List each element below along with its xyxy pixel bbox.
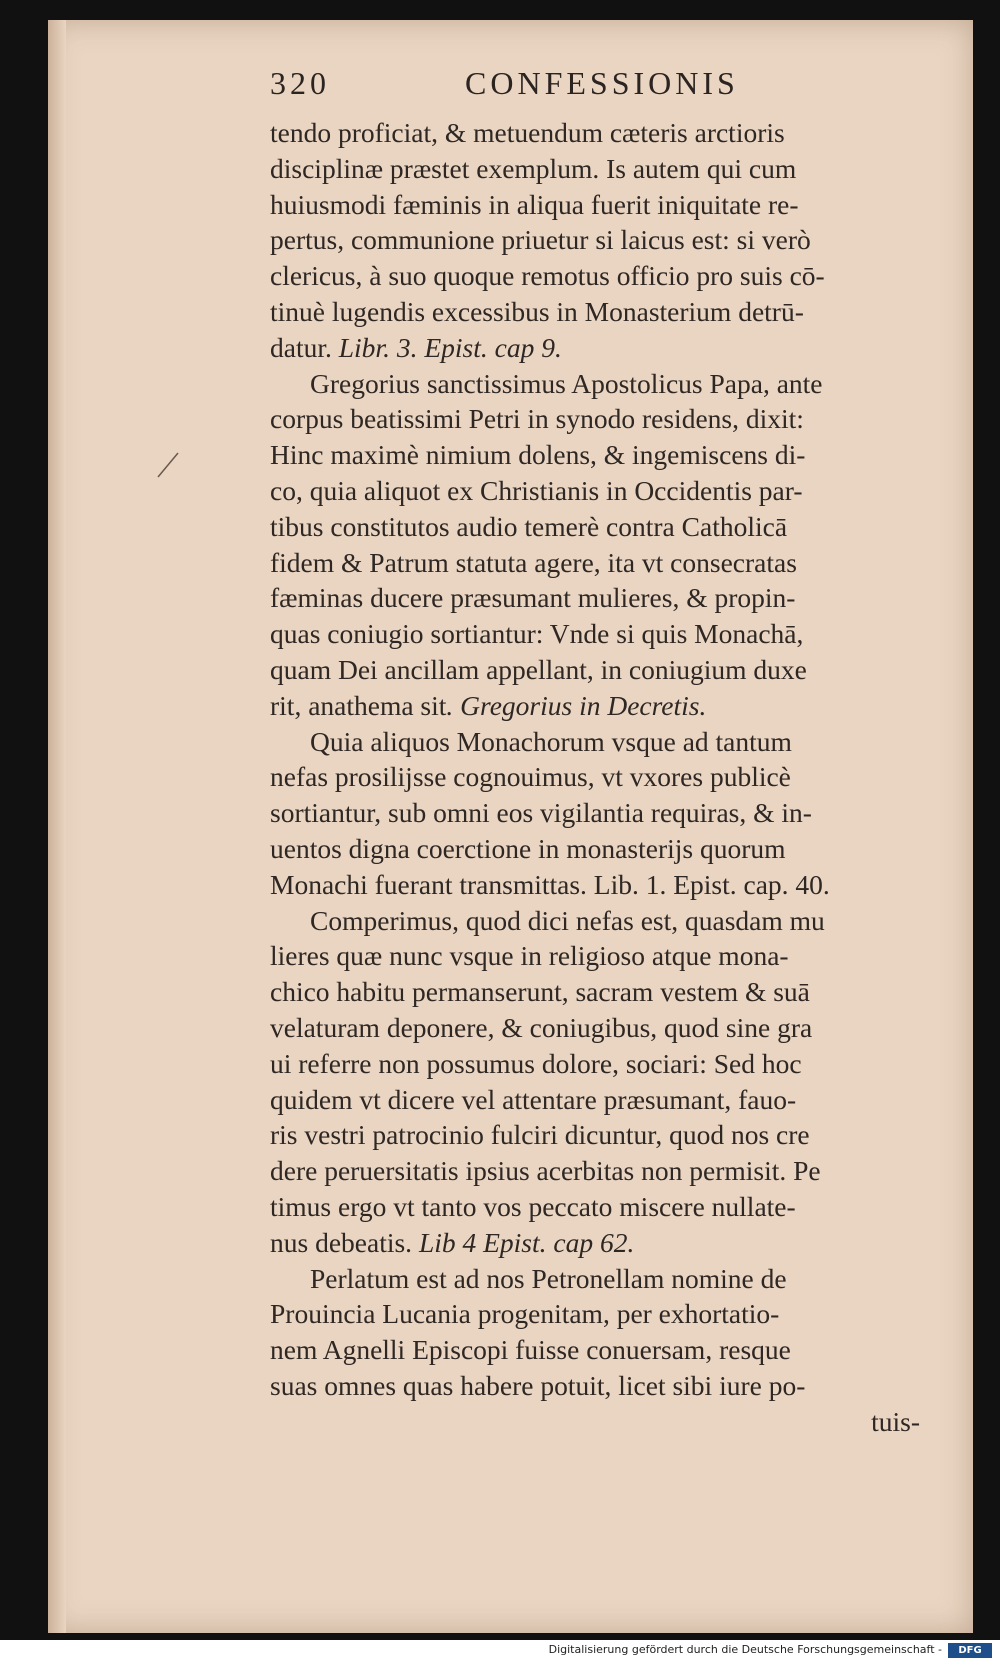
text-line: datur. Libr. 3. Epist. cap 9.: [270, 331, 562, 363]
text-line: quidem vt dicere vel attentare præsumant, fauo-: [270, 1083, 797, 1115]
text-line: timus ergo vt tanto vos peccato miscere nullate-: [270, 1190, 796, 1222]
text-line: dere peruersitatis ipsius acerbitas non permisit. Pe: [270, 1155, 821, 1187]
text-line: nefas prosilijsse cognouimus, vt vxores publicè: [270, 761, 791, 793]
text-line: disciplinæ præstet exemplum. Is autem qui cum: [270, 152, 797, 184]
text-line: Perlatum est ad nos Petronellam nomine de: [310, 1262, 787, 1294]
text-line: suas omnes quas habere potuit, licet sibi iure po-: [270, 1369, 806, 1401]
text-line: nem Agnelli Episcopi fuisse conuersam, resque: [270, 1334, 791, 1366]
text-line: pertus, communione priuetur si laicus est: si verò: [270, 224, 811, 256]
text-line: fidem & Patrum statuta agere, ita vt consecratas: [270, 546, 797, 578]
running-title: CONFESSIONIS: [465, 65, 739, 101]
text-line: sortiantur, sub omni eos vigilantia requiras, & in-: [270, 797, 812, 829]
text-line: nus debeatis. Lib 4 Epist. cap 62.: [270, 1226, 635, 1258]
text-line: fæminas ducere præsumant mulieres, & propin-: [270, 582, 796, 614]
text-line: tibus constitutos audio temerè contra Catholicā: [270, 510, 788, 542]
text-line: tinuè lugendis excessibus in Monasterium detrū-: [270, 295, 804, 327]
margin-pen-mark: [148, 445, 188, 485]
text-line: tuis-: [871, 1405, 920, 1437]
dfg-logo: DFG: [948, 1643, 992, 1658]
text-line: ui referre non possumus dolore, sociari: Sed hoc: [270, 1047, 802, 1079]
text-line: quam Dei ancillam appellant, in coniugium duxe: [270, 653, 807, 685]
text-line: Monachi fuerant transmittas. Lib. 1. Epist. cap. 40.: [270, 868, 830, 900]
text-line: velaturam deponere, & coniugibus, quod sine gra: [270, 1011, 813, 1043]
digitization-footer: [0, 1640, 1000, 1661]
page-header: [270, 65, 830, 111]
text-line: rit, anathema sit. Gregorius in Decretis.: [270, 689, 707, 721]
text-line: lieres quæ nunc vsque in religioso atque mona-: [270, 940, 789, 972]
text-line: Comperimus, quod dici nefas est, quasdam mu: [310, 904, 825, 936]
page-edge-shadow: [48, 20, 66, 1633]
text-line: corpus beatissimi Petri in synodo residens, dixit:: [270, 403, 804, 435]
text-line: Hinc maximè nimium dolens, & ingemiscens di-: [270, 439, 806, 471]
text-line: clericus, à suo quoque remotus officio pro suis cō-: [270, 260, 825, 292]
text-line: tendo proficiat, & metuendum cæteris arctioris: [270, 117, 785, 148]
footer-credit: Digitalisierung gefördert durch die Deutsche Forschungsgemeinschaft -: [548, 1643, 942, 1656]
text-line: uentos digna coerctione in monasterijs quorum: [270, 832, 786, 864]
page-number: 320: [270, 65, 330, 101]
text-line: chico habitu permanserunt, sacram vestem & suā: [270, 976, 810, 1008]
text-line: huiusmodi fæminis in aliqua fuerit iniquitate re-: [270, 188, 799, 220]
text-line: Gregorius sanctissimus Apostolicus Papa, ante: [310, 367, 823, 399]
text-line: Quia aliquos Monachorum vsque ad tantum: [310, 725, 792, 757]
body-text: [270, 115, 920, 1439]
text-line: ris vestri patrocinio fulciri dicuntur, quod nos cre: [270, 1119, 810, 1151]
text-line: quas coniugio sortiantur: Vnde si quis Monachā,: [270, 618, 804, 650]
text-line: co, quia aliquot ex Christianis in Occidentis par-: [270, 474, 803, 506]
text-line: Prouincia Lucania progenitam, per exhortatio-: [270, 1298, 780, 1330]
